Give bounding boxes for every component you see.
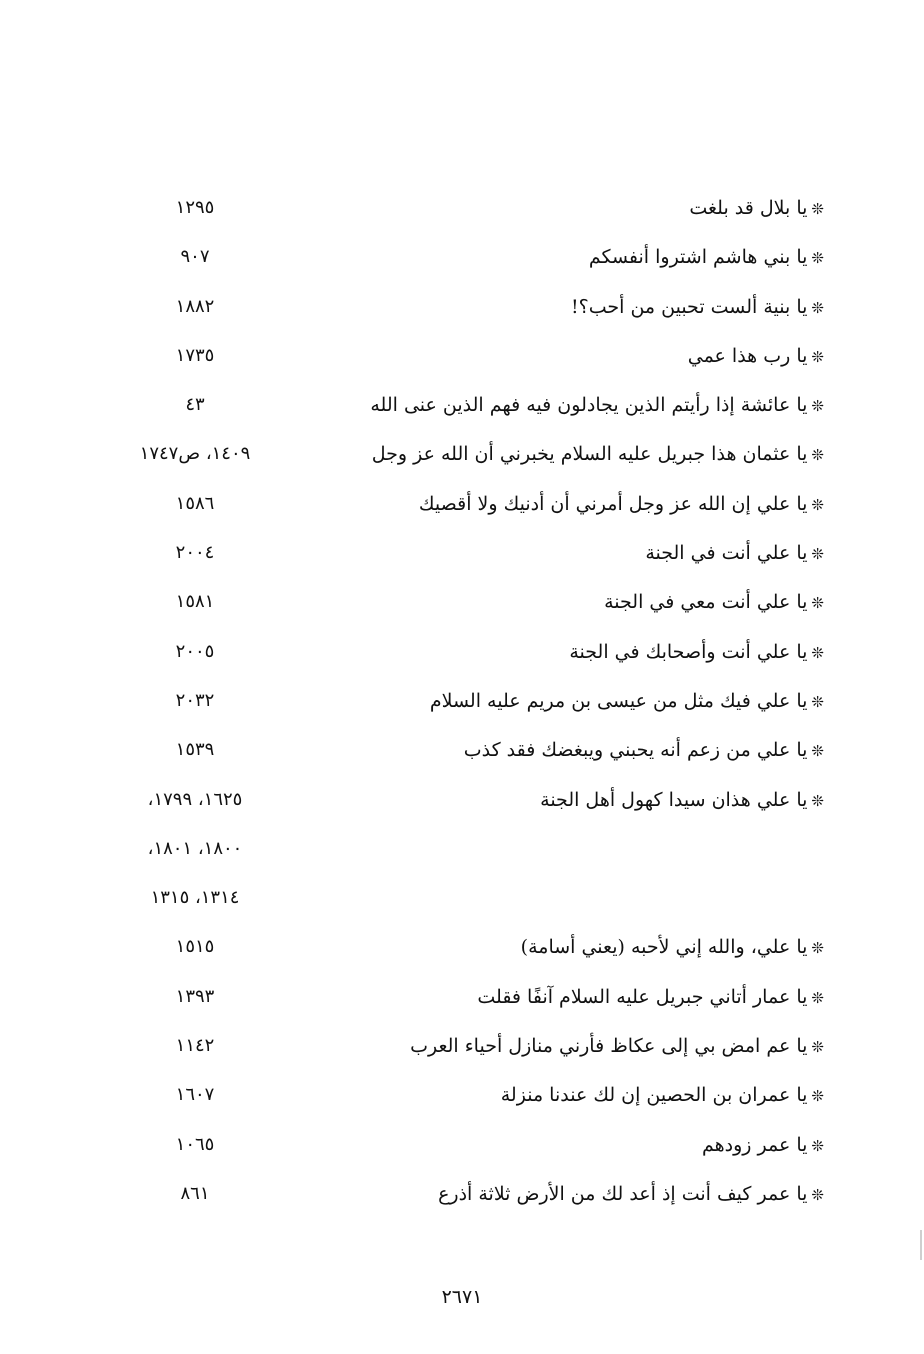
- index-row: [0, 336, 924, 385]
- entry-phrase: يا علي أنت معي في الجنة: [604, 591, 808, 614]
- entry-reference-number: ١٣٩٣: [175, 985, 215, 1007]
- entry-text: [430, 687, 824, 716]
- index-row: [0, 533, 924, 582]
- index-row: [0, 287, 924, 336]
- bullet-icon: ❊: [811, 298, 824, 317]
- entry-reference-number: ٨٦١: [180, 1182, 210, 1204]
- bullet-icon: ❊: [811, 742, 824, 761]
- entry-reference-number: ١١٤٢: [175, 1035, 215, 1057]
- entry-phrase: يا عثمان هذا جبريل عليه السلام يخبرني أن الله عز وجل: [371, 443, 808, 466]
- index-row: [0, 582, 924, 631]
- entry-text: [370, 391, 824, 420]
- entry-reference-number: ١٥٣٩: [175, 739, 215, 761]
- entry-reference-number: ١٢٩٥: [175, 197, 215, 218]
- entry-reference-number: ٢٠٣٢: [175, 689, 215, 711]
- page-number: ٢٦٧١: [441, 1286, 483, 1308]
- entry-text: [372, 440, 824, 469]
- entry-phrase: يا بني هاشم اشتروا أنفسكم: [588, 246, 808, 269]
- bullet-icon: ❊: [811, 594, 824, 613]
- index-row: [0, 434, 924, 483]
- entry-text: [464, 736, 824, 765]
- index-row: [0, 1075, 924, 1124]
- index-row: [0, 188, 924, 237]
- entry-reference-number: ١٦٠٧: [175, 1084, 215, 1106]
- bullet-icon: ❊: [811, 643, 824, 662]
- entry-phrase: يا علي أنت في الجنة: [645, 542, 808, 565]
- entry-text: [645, 539, 824, 568]
- entry-text: [689, 194, 824, 223]
- entry-reference-number: ١٤٠٩، ص١٧٤٧: [139, 443, 251, 465]
- entry-reference-number: ١٠٦٥: [175, 1133, 215, 1155]
- entry-text: [521, 933, 824, 962]
- index-row: [0, 237, 924, 286]
- hadith-index-list: [0, 188, 924, 1223]
- entry-text: [419, 490, 824, 519]
- entry-text: [438, 1180, 824, 1209]
- bullet-icon: ❊: [811, 1038, 824, 1057]
- entry-reference-number: ٢٠٠٥: [175, 640, 215, 662]
- entry-reference-number: ١٥١٥: [175, 936, 215, 958]
- entry-phrase: يا بلال قد بلغت: [689, 197, 808, 219]
- entry-text: [702, 1131, 824, 1160]
- entry-text: [589, 243, 824, 272]
- entry-reference-number: ١٦٢٥، ١٧٩٩،: [147, 788, 243, 810]
- entry-reference-number: ٤٣: [185, 394, 205, 416]
- index-row: [0, 927, 924, 976]
- entry-phrase: يا عائشة إذا رأيتم الذين يجادلون فيه فهم الذين عنى الله: [370, 394, 808, 417]
- index-row: [0, 977, 924, 1026]
- index-row-continuation: [0, 829, 924, 878]
- index-row: [0, 1174, 924, 1223]
- bullet-icon: ❊: [811, 249, 824, 268]
- bullet-icon: ❊: [811, 692, 824, 711]
- entry-text: [410, 1032, 824, 1061]
- bullet-icon: ❊: [811, 495, 824, 514]
- entry-phrase: يا عمار أتاني جبريل عليه السلام آنفًا فقلت: [477, 985, 808, 1008]
- entry-text: [569, 638, 824, 667]
- entry-phrase: يا رب هذا عمي: [687, 344, 808, 367]
- entry-text: [501, 1081, 824, 1110]
- entry-reference-number: ١٣١٤، ١٣١٥: [150, 887, 240, 909]
- index-row: [0, 1125, 924, 1174]
- entry-text: [571, 293, 824, 322]
- bullet-icon: ❊: [811, 988, 824, 1007]
- entry-phrase: يا علي فيك مثل من عيسى بن مريم عليه السلام: [429, 689, 808, 712]
- entry-reference-number: ١٧٣٥: [175, 344, 215, 366]
- entry-reference-number: ١٨٨٢: [175, 295, 215, 317]
- bullet-icon: ❊: [811, 397, 824, 416]
- entry-reference-number: ١٥٨١: [175, 591, 215, 613]
- entry-phrase: يا عمران بن الحصين إن لك عندنا منزلة: [500, 1084, 808, 1107]
- entry-phrase: يا بنية ألست تحبين من أحب؟!: [571, 295, 808, 318]
- index-row: [0, 484, 924, 533]
- entry-text: [477, 983, 824, 1012]
- entry-phrase: يا عم امض بي إلى عكاظ فأرني منازل أحياء العرب: [410, 1035, 808, 1058]
- entry-reference-number: ٩٠٧: [180, 246, 210, 268]
- bullet-icon: ❊: [811, 347, 824, 366]
- index-row: [0, 1026, 924, 1075]
- entry-text: [688, 342, 824, 371]
- entry-phrase: يا علي أنت وأصحابك في الجنة: [569, 640, 808, 663]
- bullet-icon: ❊: [811, 791, 824, 810]
- page-edge-mark: [920, 1230, 922, 1260]
- entry-reference-number: ٢٠٠٤: [175, 542, 215, 564]
- bullet-icon: ❊: [811, 939, 824, 958]
- entry-phrase: يا علي إن الله عز وجل أمرني أن أدنيك ولا أقصيك: [418, 492, 808, 515]
- index-row: [0, 385, 924, 434]
- index-row-continuation: [0, 878, 924, 927]
- bullet-icon: ❊: [811, 545, 824, 564]
- bullet-icon: ❊: [811, 446, 824, 465]
- index-row: [0, 632, 924, 681]
- entry-phrase: يا علي هذان سيدا كهول أهل الجنة: [540, 788, 808, 811]
- bullet-icon: ❊: [811, 1136, 824, 1155]
- entry-text: [540, 786, 824, 815]
- bullet-icon: ❊: [811, 1185, 824, 1204]
- bullet-icon: ❊: [811, 200, 824, 218]
- index-row: [0, 730, 924, 779]
- index-row: [0, 780, 924, 829]
- entry-reference-number: ١٥٨٦: [175, 492, 215, 514]
- entry-phrase: يا علي من زعم أنه يحبني ويبغضك فقد كذب: [463, 739, 808, 762]
- entry-phrase: يا عمر كيف أنت إذ أعد لك من الأرض ثلاثة أذرع: [438, 1182, 808, 1205]
- entry-phrase: يا عمر زودهم: [701, 1133, 808, 1156]
- entry-text: [604, 588, 824, 617]
- bullet-icon: ❊: [811, 1087, 824, 1106]
- index-row: [0, 681, 924, 730]
- entry-reference-number: ١٨٠٠، ١٨٠١،: [147, 837, 243, 859]
- entry-phrase: يا علي، والله إني لأحبه (يعني أسامة): [520, 936, 808, 959]
